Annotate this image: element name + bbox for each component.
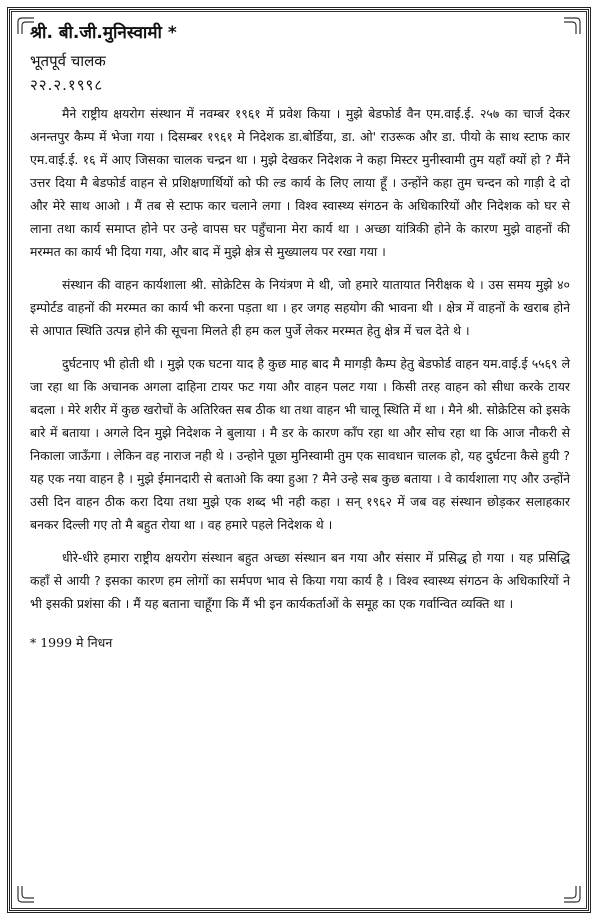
memoir-date: २२.२.१९९८	[30, 76, 104, 94]
footnote: * 1999 मे निधन	[30, 635, 113, 650]
paragraph: संस्थान की वाहन कार्यशाला श्री. सोक्रेटिस के नियंत्रण मे थी, जो हमारे यातायात निरीक्षक थे । उस समय मुझे ४० इम्पोर्टड वाहनों की मरम्मत का कार्य भी करना पड़ता था । हर जगह सहयोग की भावना थी । क्षेत्र में वाहनों के खराब होने से आपात स्थिति उत्पन्न होने की सूचना मिलते ही हम कल पुर्जे लेकर मरम्मत हेतु क्षेत्र में चल देते थे ।	[30, 277, 570, 338]
author-name: श्री. बी.जी.मुनिस्वामी *	[30, 23, 177, 43]
paragraph: धीरे-धीरे हमारा राष्ट्रीय क्षयरोग संस्थान बहुत अच्छा संस्थान बन गया और संसार में प्रसिद्ध हो गया । यह प्रसिद्धि कहाँ से आयी ? इसका कारण हम लोगों का सर्मपण भाव से किया गया कार्य है । विश्व स्वास्थ्य संगठन के अधिकारियों ने भी इसकी प्रशंसा की । मैं यह बताना चाहूँगा कि मैं भी इन कार्यकर्ताओं के समूह का एक गर्वान्वित व्यक्ति था ।	[30, 550, 570, 611]
author-role: भूतपूर्व चालक	[30, 52, 106, 70]
memoir-content	[30, 20, 570, 880]
corner-ornament-icon	[16, 884, 36, 904]
corner-ornament-icon	[562, 884, 582, 904]
paragraph: दुर्घटनाए भी होती थी । मुझे एक घटना याद है कुछ माह बाद मै मागड़ी कैम्प हेतु बेडफोर्ड वाहन यम.वाई.ई ५५६९ ले जा रहा था कि अचानक अगला दाहिना टायर फट गया और वाहन पलट गया । किसी तरह वाहन को सीधा करके टायर बदला । मेरे शरीर में कुछ खरोचों के अतिरिक्त सब ठीक था तथा वाहन भी चालू स्थिति में था । मैने श्री. सोक्रेटिस को इसके बारे में बताया । अगले दिन मुझे निदेशक ने बुलाया । मै डर के कारण काँप रहा था और सोच रहा था कि आज नौकरी से निकाला जाऊँगा । लेकिन वह नाराज नही थे । उन्होने पूछा मुनिस्वामी तुम एक सावधान चालक हो, यह दुर्घटना कैसे हुयी ? यह एक नया वाहन है । मुझे ईमानदारी से बताओ कि क्या हुआ ? मैने उन्हे सब कुछ बताया । वे कार्यशाला गए और उन्होंने उसी दिन वाहन ठीक करा दिया तथा मुझे एक शब्द भी नही कहा । सन् १९६२ में जब वह संस्थान छोड़कर सलाहकार बनकर दिल्ली गए तो मै बहुत रोया था । वह हमारे पहले निदेशक थे ।	[30, 356, 570, 532]
paragraph: मैने राष्ट्रीय क्षयरोग संस्थान में नवम्बर १९६१ में प्रवेश किया । मुझे बेडफोर्ड वैन एम.वाई.ई. २५७ का चार्ज देकर अनन्तपुर कैम्प में भेजा गया । दिसम्बर १९६१ मे निदेशक डा.बोर्डिया, डा. ओ' राउरूक और डा. पीयो के साथ स्टाफ कार एम.वाई.ई. १६ में आए जिसका चालक चन्द्रन था । मुझे देखकर निदेशक ने कहा मिस्टर मुनीस्वामी तुम यहाँ क्यों हो ? मैंने उत्तर दिया मै बेडफोर्ड वाहन से प्रशिक्षणार्थियों को फी ल्ड कार्य के लिए लाया हूँ । उन्होंने कहा तुम चन्दन को गाड़ी दे दो और मेरे साथ आओ । मैं तब से स्टाफ कार चलाने लगा । विश्व स्वास्थ्य संगठन के अधिकारियों और निदेशक को घर से लाना तथा कार्य समाप्त होने पर उन्हे वापस घर पहुँचाना मेरा कार्य था । अच्छा यांत्रिकी होने के कारण मुझे वाहनों की मरम्मत का कार्य भी दिया गया, और बाद में मुझे क्षेत्र से मुख्यालय पर रखा गया ।	[30, 106, 570, 259]
